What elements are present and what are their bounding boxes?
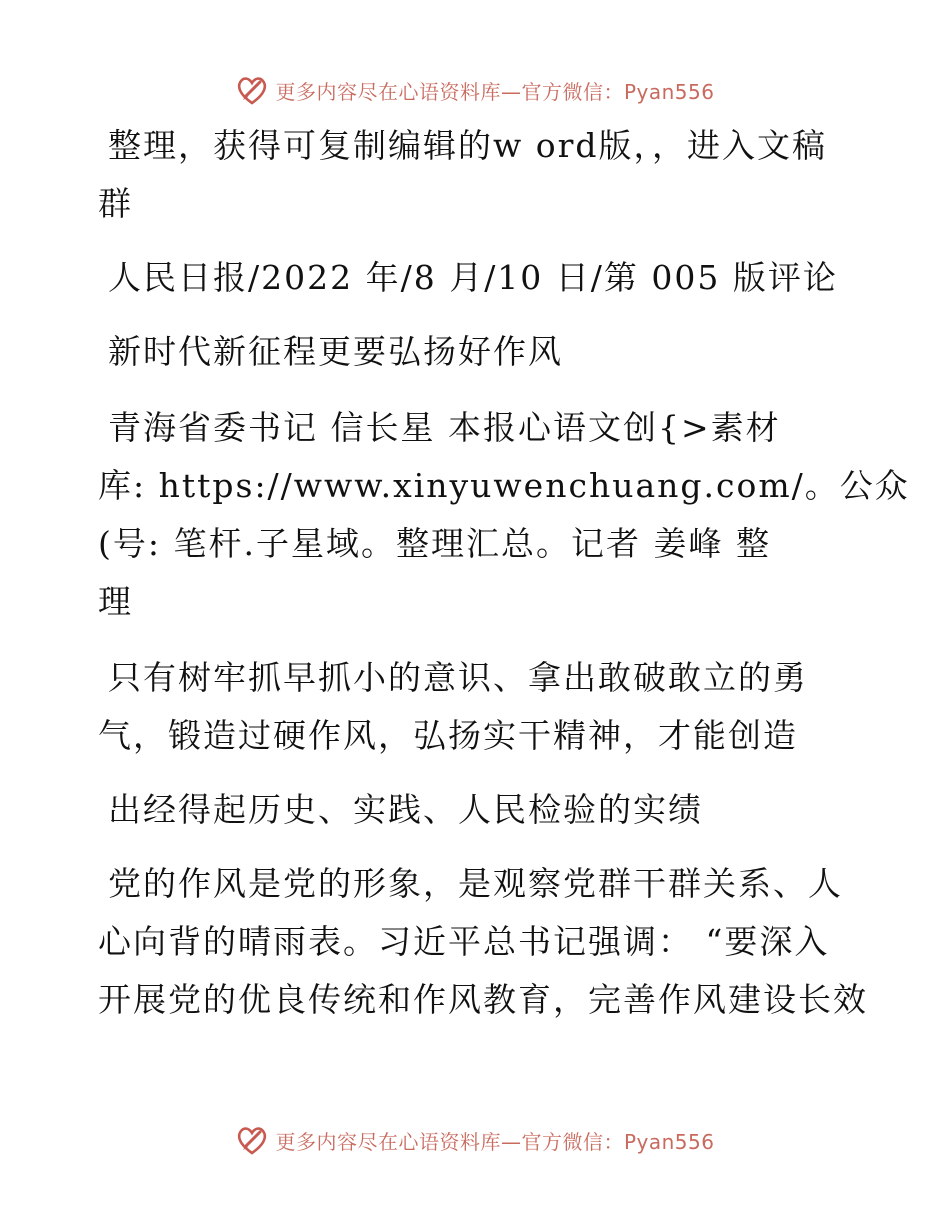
paragraph-line-1: 党的作风是党的形象，是观察党群干群关系、人 (108, 864, 843, 903)
author-line-4: 理 (98, 582, 133, 621)
article-title: 新时代新征程更要弘扬好作风 (108, 332, 563, 371)
summary-line-3: 出经得起历史、实践、人民检验的实绩 (108, 790, 703, 829)
author-line-2: 库: https://www.xinyuwenchuang.com/。公众 (98, 466, 910, 505)
header-text: 更多内容尽在心语资料库—官方微信：Pyan556 (275, 79, 715, 104)
paragraph-line-3: 开展党的优良传统和作风教育，完善作风建设长效 (98, 980, 868, 1019)
author-line-3: (号: 笔杆.子星域。整理汇总。记者 姜峰 整 (98, 524, 771, 563)
intro-line-2: 群 (98, 184, 133, 223)
heart-pen-logo (235, 73, 269, 107)
header-banner (0, 70, 950, 110)
author-line-1: 青海省委书记 信长星 本报心语文创{>素材 (108, 408, 781, 447)
source-line: 人民日报/2022 年/8 月/10 日/第 005 版评论 (108, 258, 838, 297)
intro-line-1: 整理，获得可复制编辑的w ord版，，进入文稿 (108, 126, 828, 165)
paragraph-line-2: 心向背的晴雨表。习近平总书记强调： “要深入 (98, 922, 830, 961)
summary-line-2: 气，锻造过硬作风，弘扬实干精神，才能创造 (98, 716, 798, 755)
summary-line-1: 只有树牢抓早抓小的意识、拿出敢破敢立的勇 (108, 658, 808, 697)
footer-banner (0, 1120, 950, 1160)
heart-pen-logo (235, 1123, 269, 1157)
footer-text: 更多内容尽在心语资料库—官方微信：Pyan556 (275, 1129, 715, 1154)
